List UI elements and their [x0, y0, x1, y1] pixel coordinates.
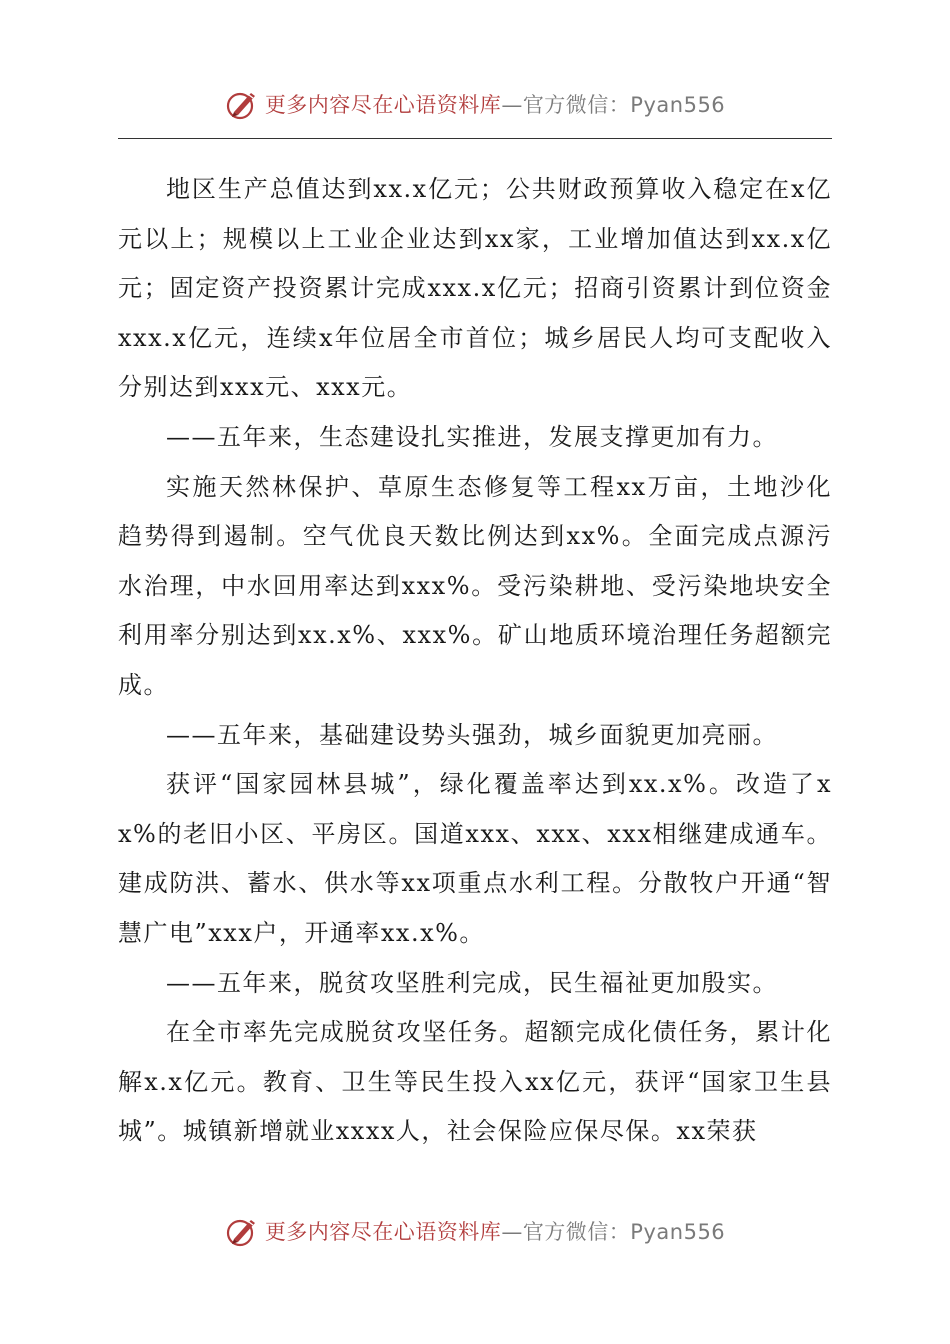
footer-brand: 更多内容尽在心语资料库 — [264, 1220, 502, 1244]
header-banner — [0, 80, 950, 128]
footer-dash: — — [501, 1220, 523, 1244]
footer-banner — [0, 1207, 950, 1255]
pen-logo-icon — [225, 1214, 259, 1248]
paragraph-economy: 地区生产总值达到xx.x亿元；公共财政预算收入稳定在x亿元以上；规模以上工业企业达到xx家，工业增加值达到xx.x亿元；固定资产投资累计完成xxx.x亿元；招商引资累计到位资金xxx.x亿元，连续x年位居全市首位；城乡居民人均可支配收入分别达到xxx元、xxx元。 — [118, 175, 832, 402]
footer-watermark-text — [265, 1216, 725, 1246]
heading-livelihood: ——五年来，脱贫攻坚胜利完成，民生福祉更加殷实。 — [166, 968, 778, 997]
heading-infrastructure: ——五年来，基础建设势头强劲，城乡面貌更加亮丽。 — [166, 720, 778, 749]
paragraph-ecology: 实施天然林保护、草原生态修复等工程xx万亩，土地沙化趋势得到遏制。空气优良天数比例达到xx%。全面完成点源污水治理，中水回用率达到xxx%。受污染耕地、受污染地块安全利用率分别达到xx.x%、xxx%。矿山地质环境治理任务超额完成。 — [118, 472, 832, 699]
document-body — [118, 165, 832, 1157]
heading-ecology: ——五年来，生态建设扎实推进，发展支撑更加有力。 — [166, 422, 778, 451]
header-brand: 更多内容尽在心语资料库 — [264, 93, 502, 117]
header-contact: 官方微信：Pyan556 — [522, 93, 726, 117]
paragraph-livelihood: 在全市率先完成脱贫攻坚任务。超额完成化债任务，累计化解x.x亿元。教育、卫生等民生投入xx亿元，获评“国家卫生县城”。城镇新增就业xxxx人，社会保险应保尽保。xx荣获 — [118, 1018, 832, 1146]
header-watermark-text — [265, 89, 725, 119]
header-dash: — — [501, 93, 523, 117]
pen-logo-icon — [225, 87, 259, 121]
header-divider — [118, 138, 832, 139]
paragraph-infrastructure: 获评“国家园林县城”，绿化覆盖率达到xx.x%。改造了xx%的老旧小区、平房区。国道xxx、xxx、xxx相继建成通车。建成防洪、蓄水、供水等xx项重点水利工程。分散牧户开通“智慧广电”xxx户，开通率xx.x%。 — [118, 770, 832, 947]
footer-contact: 官方微信：Pyan556 — [522, 1220, 726, 1244]
